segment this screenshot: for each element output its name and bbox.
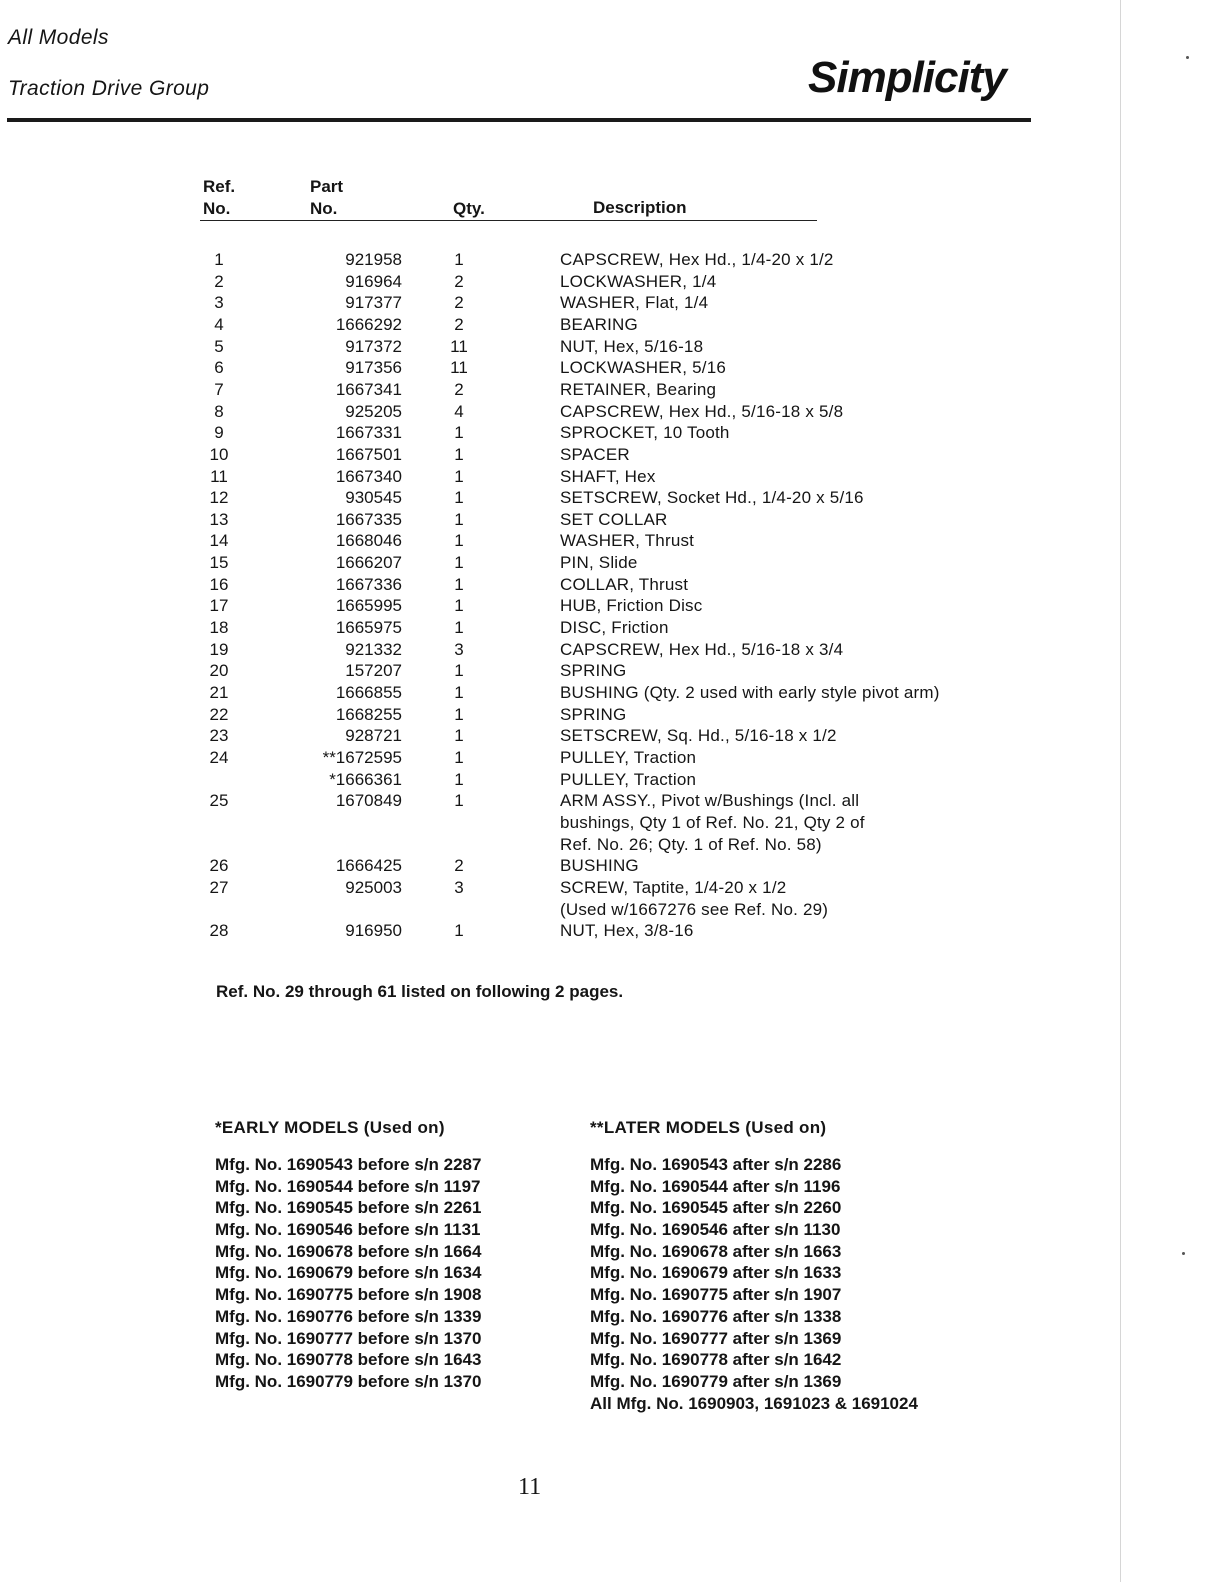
table-row	[0, 466, 1222, 488]
part-no-cell: 1667340	[335, 466, 402, 486]
description-cell: NUT, Hex, 3/8-16	[560, 921, 694, 941]
later-models-title: **LATER MODELS (Used on)	[590, 1118, 827, 1137]
ref-no-cell: 10	[209, 444, 229, 464]
later-model-line: Mfg. No. 1690543 after s/n 2286	[590, 1155, 842, 1174]
later-model-line: Mfg. No. 1690546 after s/n 1130	[590, 1220, 841, 1240]
ref-no-cell: 9	[214, 423, 224, 443]
table-row	[0, 639, 1222, 661]
ref-no-cell: 28	[209, 921, 229, 941]
header-underline	[200, 220, 817, 221]
table-row	[0, 357, 1222, 379]
part-no-cell: 1666292	[335, 314, 402, 334]
early-model-line: Mfg. No. 1690546 before s/n 1131	[215, 1220, 481, 1240]
part-no-cell: 1667331	[335, 423, 402, 443]
part-no-cell: 1668046	[335, 531, 402, 551]
header-part-no: Part No.	[310, 177, 344, 218]
early-model-line: Mfg. No. 1690775 before s/n 1908	[215, 1285, 482, 1305]
description-cell: ARM ASSY., Pivot w/Bushings (Incl. all	[560, 791, 860, 811]
part-no-cell: 1665995	[335, 596, 402, 616]
table-row	[0, 552, 1222, 574]
table-row	[0, 855, 1222, 877]
early-model-line: Mfg. No. 1690545 before s/n 2261	[215, 1198, 482, 1218]
part-no-cell: 921958	[345, 250, 402, 269]
part-no-cell: 928721	[345, 726, 402, 746]
ref-no-cell: 4	[214, 314, 224, 334]
description-cell: BUSHING (Qty. 2 used with early style pivot arm)	[560, 683, 940, 702]
table-row	[0, 509, 1222, 531]
ref-no-cell: 23	[209, 726, 229, 746]
description-cell: SPRING	[560, 704, 627, 724]
early-model-line: Mfg. No. 1690543 before s/n 2287	[215, 1155, 482, 1174]
table-row	[0, 401, 1222, 423]
description-cell: HUB, Friction Disc	[560, 596, 703, 616]
part-no-cell: 930545	[345, 488, 402, 508]
part-no-cell: 917377	[345, 293, 402, 313]
later-model-line: Mfg. No. 1690545 after s/n 2260	[590, 1198, 842, 1218]
ref-no-cell: 21	[209, 683, 229, 702]
early-model-line: Mfg. No. 1690778 before s/n 1643	[215, 1350, 482, 1370]
part-no-cell: 1666855	[335, 683, 402, 702]
table-row	[0, 725, 1222, 747]
continuation-note: Ref. No. 29 through 61 listed on following 2 pages.	[216, 982, 624, 1001]
qty-cell: 1	[454, 747, 464, 767]
qty-cell: 1	[454, 466, 464, 486]
qty-cell: 1	[454, 596, 464, 616]
part-no-cell: 1665975	[335, 618, 402, 638]
part-no-cell: 1666425	[335, 856, 402, 876]
ref-no-cell: 26	[209, 856, 229, 876]
part-no-cell: 1667501	[335, 444, 402, 464]
ref-no-cell: 2	[214, 271, 224, 291]
later-models-list	[590, 1117, 918, 1414]
header-qty: Qty.	[453, 199, 485, 218]
description-cell: WASHER, Thrust	[560, 531, 695, 551]
part-no-cell: 925003	[345, 877, 402, 897]
part-no-cell: 1667336	[335, 574, 402, 594]
early-models-list	[215, 1117, 481, 1393]
early-model-line: Mfg. No. 1690777 before s/n 1370	[215, 1328, 482, 1348]
ref-no-cell: 12	[209, 488, 229, 508]
logo-wordmark: Simplicity	[808, 53, 1006, 102]
description-cell: LOCKWASHER, 1/4	[560, 271, 717, 291]
table-row	[0, 747, 1222, 769]
table-row	[0, 769, 1222, 791]
table-row	[0, 249, 1222, 271]
part-no-cell: 1667341	[335, 379, 402, 399]
later-model-line: Mfg. No. 1690775 after s/n 1907	[590, 1285, 842, 1305]
page-number: 11	[518, 1474, 542, 1500]
table-row	[0, 704, 1222, 726]
qty-cell: 1	[454, 574, 464, 594]
description-cell: CAPSCREW, Hex Hd., 5/16-18 x 3/4	[560, 639, 844, 659]
description-cell: NUT, Hex, 5/16-18	[560, 336, 704, 356]
description-cell: SHAFT, Hex	[560, 466, 656, 486]
early-model-line: Mfg. No. 1690779 before s/n 1370	[215, 1371, 482, 1391]
part-no-cell: 1666207	[335, 553, 402, 573]
description-cell: BUSHING	[560, 856, 639, 876]
scan-edge-line	[1120, 0, 1121, 1582]
early-model-line: Mfg. No. 1690544 before s/n 1197	[215, 1176, 481, 1196]
ref-no-cell: 6	[214, 358, 224, 378]
header-section-title: Traction Drive Group	[8, 77, 210, 100]
part-no-cell: 916964	[345, 271, 402, 291]
description-cell: RETAINER, Bearing	[560, 379, 717, 399]
later-model-line: Mfg. No. 1690544 after s/n 1196	[590, 1176, 841, 1196]
qty-cell: 1	[454, 683, 464, 702]
early-models-title: *EARLY MODELS (Used on)	[215, 1118, 445, 1137]
table-row	[0, 314, 1222, 336]
ref-no-cell: 27	[209, 877, 229, 897]
table-row	[0, 920, 1222, 942]
description-cell: SPACER	[560, 444, 630, 464]
description-cell: SPRING	[560, 661, 627, 681]
table-row	[0, 682, 1222, 704]
table-row	[0, 422, 1222, 444]
ref-no-cell: 25	[209, 791, 229, 811]
description-cell: CAPSCREW, Hex Hd., 5/16-18 x 5/8	[560, 401, 844, 421]
header-rule	[7, 118, 1031, 122]
scan-speck	[1186, 56, 1189, 59]
later-model-line: Mfg. No. 1690678 after s/n 1663	[590, 1241, 842, 1261]
header-ref-no: Ref. No.	[203, 177, 236, 218]
table-row	[0, 617, 1222, 639]
qty-cell: 1	[454, 921, 464, 941]
table-row	[0, 379, 1222, 401]
later-model-line: All Mfg. No. 1690903, 1691023 & 1691024	[590, 1393, 918, 1413]
table-row	[0, 834, 1222, 856]
early-model-line: Mfg. No. 1690679 before s/n 1634	[215, 1263, 482, 1283]
qty-cell: 1	[454, 509, 464, 529]
header-model-label: All Models	[8, 26, 109, 49]
ref-no-cell: 22	[209, 704, 229, 724]
qty-cell: 1	[454, 726, 464, 746]
ref-no-cell: 20	[209, 661, 229, 681]
ref-no-cell: 14	[209, 531, 229, 551]
later-model-line: Mfg. No. 1690776 after s/n 1338	[590, 1306, 842, 1326]
early-model-line: Mfg. No. 1690776 before s/n 1339	[215, 1306, 482, 1326]
table-row	[0, 271, 1222, 293]
simplicity-logo	[806, 48, 1032, 104]
description-cell: LOCKWASHER, 5/16	[560, 358, 727, 378]
ref-no-cell: 15	[209, 553, 229, 573]
description-cell: BEARING	[560, 314, 638, 334]
ref-no-cell: 17	[209, 596, 229, 616]
table-row	[0, 487, 1222, 509]
qty-cell: 3	[454, 639, 464, 659]
part-no-cell: 1670849	[335, 791, 402, 811]
early-model-line: Mfg. No. 1690678 before s/n 1664	[215, 1241, 482, 1261]
ref-no-cell: 19	[209, 639, 229, 659]
qty-cell: 1	[454, 769, 464, 789]
qty-cell: 1	[454, 444, 464, 464]
qty-cell: 1	[454, 618, 464, 638]
qty-cell: 1	[454, 553, 464, 573]
description-cell: PULLEY, Traction	[560, 769, 697, 789]
part-no-cell: 917372	[345, 336, 402, 356]
ref-no-cell: 8	[214, 401, 224, 421]
qty-cell: 1	[454, 250, 464, 269]
part-no-cell: *1666361	[329, 769, 402, 789]
description-cell: SETSCREW, Socket Hd., 1/4-20 x 5/16	[560, 488, 864, 508]
part-no-cell: 1668255	[335, 704, 402, 724]
qty-cell: 2	[454, 379, 464, 399]
part-no-cell: 925205	[345, 401, 402, 421]
table-row	[0, 812, 1222, 834]
ref-no-cell: 1	[214, 250, 224, 269]
description-cell: WASHER, Flat, 1/4	[560, 293, 709, 313]
later-model-line: Mfg. No. 1690777 after s/n 1369	[590, 1328, 842, 1348]
description-cell: COLLAR, Thrust	[560, 574, 689, 594]
part-no-cell: 1667335	[335, 509, 402, 529]
ref-no-cell: 3	[214, 293, 224, 313]
description-cell: DISC, Friction	[560, 618, 669, 638]
part-no-cell: 917356	[345, 358, 402, 378]
header-description: Description	[593, 198, 687, 217]
part-no-cell: 157207	[345, 661, 402, 681]
qty-cell: 2	[454, 856, 464, 876]
scan-speck	[1182, 1252, 1185, 1255]
qty-cell: 11	[450, 336, 468, 356]
description-cell: bushings, Qty 1 of Ref. No. 21, Qty 2 of	[560, 812, 865, 832]
description-cell: SET COLLAR	[560, 509, 668, 529]
ref-no-cell: 18	[209, 618, 229, 638]
qty-cell: 2	[454, 271, 464, 291]
description-cell: Ref. No. 26; Qty. 1 of Ref. No. 58)	[560, 834, 822, 854]
part-no-cell: 921332	[345, 639, 402, 659]
qty-cell: 1	[454, 704, 464, 724]
description-cell: PIN, Slide	[560, 553, 638, 573]
table-row	[0, 595, 1222, 617]
ref-no-cell: 11	[210, 466, 228, 486]
qty-cell: 11	[450, 358, 468, 378]
table-row	[0, 292, 1222, 314]
table-row	[0, 660, 1222, 682]
qty-cell: 1	[454, 661, 464, 681]
description-cell: PULLEY, Traction	[560, 747, 697, 767]
table-row	[0, 444, 1222, 466]
later-model-line: Mfg. No. 1690778 after s/n 1642	[590, 1350, 842, 1370]
ref-no-cell: 7	[214, 379, 224, 399]
table-row	[0, 530, 1222, 552]
table-row	[0, 790, 1222, 812]
ref-no-cell: 24	[209, 747, 229, 767]
table-row	[0, 899, 1222, 921]
later-model-line: Mfg. No. 1690779 after s/n 1369	[590, 1371, 842, 1391]
qty-cell: 1	[454, 488, 464, 508]
qty-cell: 4	[454, 401, 464, 421]
qty-cell: 2	[454, 293, 464, 313]
ref-no-cell: 16	[209, 574, 229, 594]
later-model-line: Mfg. No. 1690679 after s/n 1633	[590, 1263, 842, 1283]
description-cell: SPROCKET, 10 Tooth	[560, 423, 730, 443]
qty-cell: 2	[454, 314, 464, 334]
description-cell: (Used w/1667276 see Ref. No. 29)	[560, 899, 829, 919]
part-no-cell: **1672595	[322, 747, 402, 767]
table-row	[0, 574, 1222, 596]
description-cell: CAPSCREW, Hex Hd., 1/4-20 x 1/2	[560, 250, 834, 269]
ref-no-cell: 13	[209, 509, 229, 529]
table-row	[0, 336, 1222, 358]
ref-no-cell: 5	[214, 336, 224, 356]
qty-cell: 3	[454, 877, 464, 897]
description-cell: SCREW, Taptite, 1/4-20 x 1/2	[560, 877, 787, 897]
qty-cell: 1	[454, 531, 464, 551]
qty-cell: 1	[454, 791, 464, 811]
table-row	[0, 877, 1222, 899]
qty-cell: 1	[454, 423, 464, 443]
part-no-cell: 916950	[345, 921, 402, 941]
description-cell: SETSCREW, Sq. Hd., 5/16-18 x 1/2	[560, 726, 837, 746]
